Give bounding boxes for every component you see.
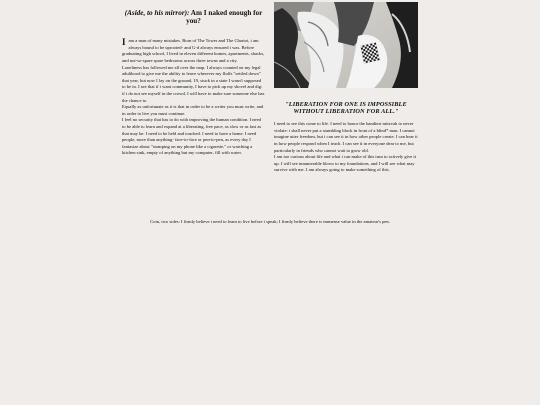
paragraph-text: am a man of many mistakes. Born of The Tower and The Chariot, i am always bound to be uprooted- and G-d always ensured i was. Before graduating high school, I lived in eleven different homes, apartments, shacks, and not-so-spare spare bedrooms across three towns and a city.	[122, 38, 265, 63]
mirror-photo	[274, 2, 418, 88]
left-column	[122, 10, 265, 157]
heading-main: Am I naked enough for you?	[186, 9, 263, 25]
right-column	[274, 2, 418, 174]
footer-text: Coin, two sides: I firmly believe i need to learn to live before i speak; I firmly believe there is immense value in the amateur's pen.	[150, 219, 390, 224]
drop-cap: I	[122, 37, 126, 48]
article-heading	[122, 10, 265, 25]
heading-aside: (Aside, to his mirror):	[124, 9, 190, 17]
right-body	[274, 121, 418, 174]
paragraph: Equally as unfortunate as it is that in order to be a writer you must write, and in order to live you must continue.	[122, 104, 264, 116]
paragraph: Loneliness has followed me all over the map. I always counted on my legal adulthood to give me the ability to leave wherever my fluffs "settled down" that year, but now I lay on the ground, 19, stuck in a state I wasn't supposed to be in. I see that if i want community, I have to pick up my shovel and dig: if i do not see myself in the crowd, I will have to make sure someone else has the chance to.	[122, 64, 265, 103]
paragraph: I need to see this come to life. I need to honor the bandiest mitzvah to never violate: i shall never put a stumbling block in front of a blind* man. I cannot imagine utter freedom, but i can see it in how other people create. I can hear it in how people respond when I teach. I can see it in everyone dear to me, but particularly in friends who cannot wait to grow old.	[274, 121, 418, 153]
paragraph: I am too curious about life and what i can make of this turn to actively give it up. I will see innumerable blows to my foundations, and I will see what may survive with me. I am always going to make something of this.	[274, 154, 416, 173]
pull-quote: "LIBERATION FOR ONE IS IMPOSSIBLE WITHOUT LIBERATION FOR ALL."	[285, 101, 407, 115]
paragraph: I feel no security that has to do with improving the human condition. I need to be able to learn and expand at a liberating, free pace, as slow or as fast as that may be. I need to be held and touched. I need to have a home. I need people, more than anything- face-to-face or pen-to-pen, as every day I fantasize about "stomping on my phone like a cigarette," or watching a kitchen sink, empty of anything but my computer, fill with water.	[122, 117, 262, 156]
photo-illustration	[274, 2, 418, 88]
left-body	[122, 38, 265, 157]
paragraph	[122, 38, 265, 64]
